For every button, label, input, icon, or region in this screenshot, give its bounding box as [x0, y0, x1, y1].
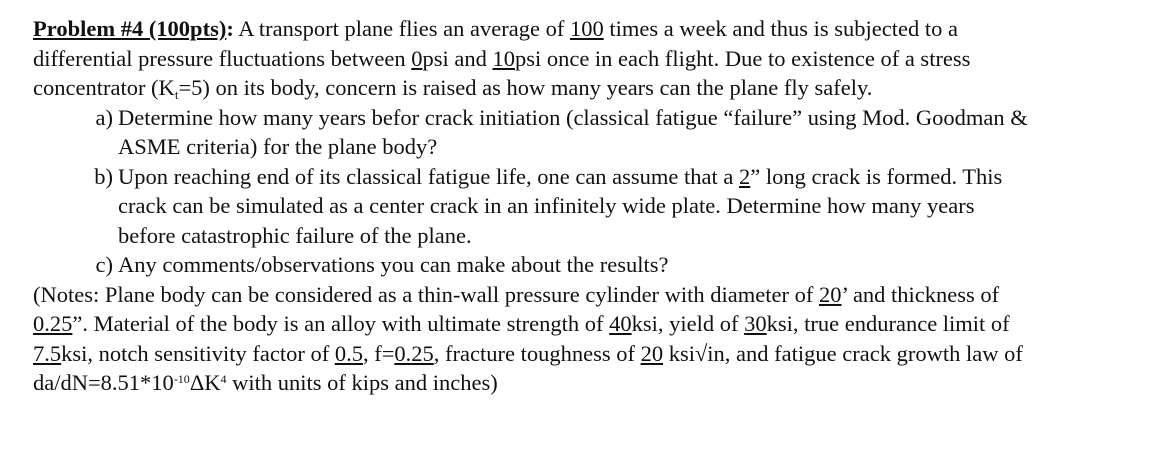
exponent: -10	[173, 372, 190, 386]
question-b	[33, 162, 1143, 251]
notes-text: , f=	[362, 340, 395, 366]
notes-text: da/dN=8.51*10	[33, 370, 174, 395]
question-label: b)	[94, 163, 113, 189]
wall-thickness: 0.25	[33, 311, 73, 336]
question-text	[118, 162, 1143, 192]
question-text: before catastrophic failure of the plane.	[118, 222, 472, 248]
title-colon: :	[226, 16, 234, 41]
endurance-limit: 7.5	[33, 340, 62, 366]
intro-text: differential pressure fluctuations between	[33, 45, 412, 71]
question-text: Any comments/observations you can make about the results?	[118, 252, 669, 277]
intro-text: =5) on its body, concern is raised as how many years can the plane fly safely.	[178, 75, 873, 100]
ultimate-strength: 40	[609, 311, 632, 336]
question-a	[33, 103, 1143, 162]
notes-text: ksi, yield of	[631, 311, 745, 336]
notes-text: ksi√in, and fatigue crack growth law of	[663, 340, 1023, 366]
notch-sensitivity: 0.5	[334, 340, 363, 366]
intro-text: psi and	[422, 45, 493, 71]
intro-text: A transport plane flies an average of	[233, 16, 570, 41]
notes-text: ’ and thickness of	[841, 281, 1000, 307]
problem-statement	[33, 14, 1143, 398]
crack-length: 2	[739, 163, 751, 189]
notes-text: ”. Material of the body is an alloy with ultimate strength of	[72, 311, 610, 336]
notes-line-2	[33, 309, 1143, 339]
notes-text: ΔK	[189, 370, 221, 395]
question-text: crack can be simulated as a center crack in an infinitely wide plate. Determine how many years	[118, 193, 975, 218]
question-text-part: ” long crack is formed. This	[750, 163, 1003, 189]
question-text: Determine how many years befor crack initiation (classical fatigue “failure” using Mod. Goodman &	[118, 104, 1028, 130]
pressure-min: 0	[411, 45, 423, 71]
intro-line-1	[33, 14, 1143, 44]
notes-text: (Notes: Plane body can be considered as a thin-wall pressure cylinder with diameter of	[33, 281, 819, 307]
notes-line-1	[33, 280, 1143, 310]
notes-text: ksi, notch sensitivity factor of	[61, 340, 335, 366]
notes-line-3	[33, 339, 1143, 369]
question-label: a)	[95, 104, 113, 130]
cylinder-diameter: 20	[819, 281, 842, 307]
notes-line-4	[33, 368, 1143, 398]
f-value: 0.25	[394, 340, 434, 366]
intro-text: times a week and thus is subjected to a	[603, 16, 959, 41]
intro-text: psi once in each flight. Due to existence of a stress	[514, 45, 971, 71]
notes-text: ksi, true endurance limit of	[766, 311, 1010, 336]
flight-frequency: 100	[569, 16, 604, 41]
kt-subscript: t	[174, 87, 179, 102]
intro-text: concentrator (K	[33, 75, 175, 100]
exponent: 4	[220, 372, 227, 386]
question-label: c)	[95, 252, 113, 277]
question-text-part: Upon reaching end of its classical fatigue life, one can assume that a	[118, 163, 740, 189]
intro-line-2	[33, 44, 1143, 74]
intro-line-3	[33, 73, 1143, 103]
notes-text: , fracture toughness of	[433, 340, 641, 366]
notes-text: with units of kips and inches)	[226, 370, 498, 395]
question-c	[33, 250, 1143, 280]
yield-strength: 30	[744, 311, 767, 336]
pressure-max: 10	[492, 45, 515, 71]
problem-title: Problem #4 (100pts)	[33, 16, 227, 41]
fracture-toughness: 20	[640, 340, 664, 366]
question-text: ASME criteria) for the plane body?	[118, 134, 438, 159]
